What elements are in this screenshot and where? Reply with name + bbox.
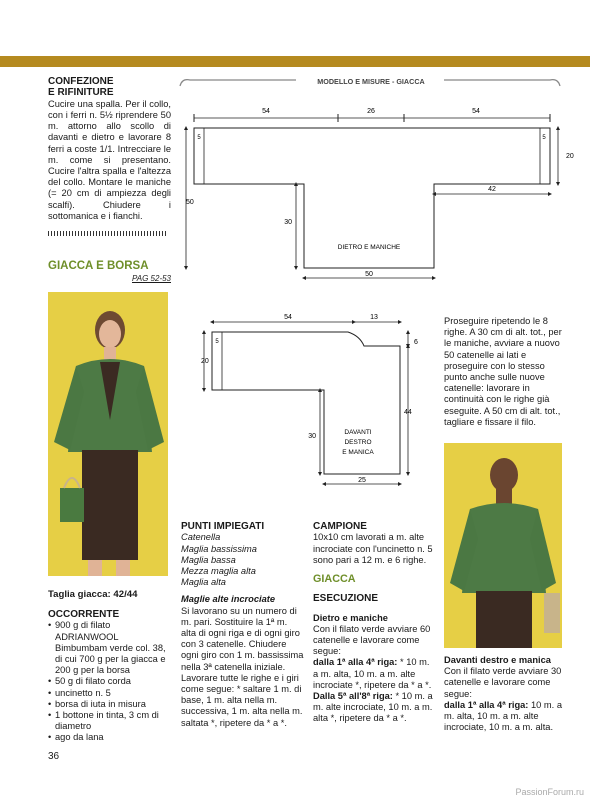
list-item: • uncinetto n. 5 — [48, 688, 172, 699]
piece-label: DESTRO — [344, 439, 372, 446]
dim-label: 42 — [488, 186, 496, 193]
punti-item: Maglia bassa — [181, 554, 236, 565]
diagram-davanti — [196, 308, 426, 498]
confezione-title: CONFEZIONE — [48, 76, 114, 87]
dim-label: 44 — [404, 409, 412, 416]
punti-body-1: Si lavorano su un numero di m. pari. Sostituire la 1ª m. alta di ogni riga e di ogni giro con 3 catenelle. Chiudere ogni giro con 1 m. bassissima nella 3ª catenella iniziale. — [181, 605, 304, 672]
model-back-photo — [444, 443, 562, 648]
campione-block — [313, 521, 437, 725]
watermark: PassionForum.ru — [515, 787, 584, 797]
dim-label: 30 — [308, 433, 316, 440]
punti-block — [181, 521, 304, 729]
punti-subtitle: Maglie alte incrociate — [181, 594, 276, 605]
dim-label: 54 — [284, 314, 292, 321]
dim-label: 30 — [284, 219, 292, 226]
punti-body-2: Lavorare tutte le righe e i giri come segue: * saltare 1 m. di base, 1 m. alta nella m. successiva, 1 m. alta nella m. saltata *, ripetere da * a *. — [181, 672, 303, 728]
campione-title: CAMPIONE — [313, 521, 367, 532]
model-back-image — [444, 443, 562, 648]
campione-body: 10x10 cm lavorati a m. alte incrociate con l'uncinetto n. 5 sono pari a 12 m. e 6 righe. — [313, 532, 433, 565]
diagram-dietro — [178, 96, 578, 296]
piece-label: E MANICA — [342, 449, 374, 456]
dim-label: 50 — [365, 271, 373, 278]
section-header — [48, 261, 171, 284]
dim-label: 6 — [414, 339, 418, 346]
dim-label: 54 — [472, 108, 480, 115]
punti-item: Mezza maglia alta — [181, 566, 256, 577]
piece-label: DIETRO E MANICHE — [337, 244, 401, 251]
list-item: • borsa di iuta in misura — [48, 699, 172, 710]
punti-item: Catenella — [181, 532, 221, 543]
dim-label: 50 — [186, 199, 194, 206]
punti-title: PUNTI IMPIEGATI — [181, 521, 265, 532]
list-item: • 900 g di filato ADRIANWOOL Bimbumbam verde col. 38, di cui 700 g per la giacca e 200 g per la borsa — [48, 620, 172, 676]
occorrente-title: OCCORRENTE — [48, 609, 120, 620]
punti-item: Maglia alta — [181, 577, 226, 588]
diagram-title: MODELLO E MISURE - GIACCA — [317, 77, 425, 86]
dim-label: 5 — [542, 135, 546, 141]
taglia: Taglia giacca: 42/44 — [48, 589, 138, 600]
page-ref: PAG 52-53 — [132, 274, 171, 284]
top-gold-bar — [0, 56, 590, 67]
davanti-title: Davanti destro e manica — [444, 655, 551, 665]
dim-label: 5 — [197, 135, 201, 141]
punti-item: Maglia bassissima — [181, 543, 257, 554]
section-divider-dots — [48, 231, 166, 236]
piece-label: DAVANTI — [344, 429, 372, 436]
proseguire-text: Proseguire ripetendo le 8 righe. A 30 cm di alt. tot., per le maniche, avviare a nuovo 50 catenelle ai lati e proseguire con lo stesso punto anche sulle nuove catenelle: lavorare in continuità con le righe già eseguite. A 50 cm di alt. tot., tagliare e fissare il filo. — [444, 316, 562, 427]
dim-label: 54 — [262, 108, 270, 115]
model-front-photo — [48, 292, 168, 576]
list-item: • 50 g di filato corda — [48, 676, 172, 687]
davanti-riga: dalla 1ª alla 4ª riga: 10 m. a m. alta, 10 m. a m. alte incrociate, 10 m. a m. alta. — [444, 699, 562, 733]
dietro-riga-2: Dalla 5ª all'8ª riga: * 10 m. a m. alte incrociate, 10 m. a m. alta *, ripetere da * a *. — [313, 691, 433, 724]
dim-label: 26 — [367, 108, 375, 115]
list-item: • 1 bottone in tinta, 3 cm di diametro — [48, 710, 172, 732]
occorrente-block — [48, 609, 172, 744]
confezione-title-2: E RIFINITURE — [48, 87, 114, 99]
confezione-block — [48, 76, 171, 222]
dietro-title: Dietro e maniche — [313, 612, 388, 623]
confezione-body: Cucire una spalla. Per il collo, con i ferri n. 5½ riprendere 50 m. attorno allo scollo di davanti e dietro e lavorare 8 ferri a coste 1/1. Intrecciare le m. come si presentano. Cucire l'altra spalla e l'altezza del collo. Montare le maniche (= 20 cm di ampiezza degli scalfi). Chiudere i sottomanica e i fianchi. — [48, 98, 171, 221]
occorrente-list — [48, 620, 172, 743]
dim-label: 13 — [370, 314, 378, 321]
list-item: • ago da lana — [48, 732, 172, 743]
dim-label: 5 — [215, 339, 219, 345]
page-number: 36 — [48, 751, 60, 762]
davanti-block — [444, 655, 562, 733]
dietro-body: Con il filato verde avviare 60 catenelle e lavorare come segue: — [313, 623, 431, 657]
dim-label: 20 — [201, 358, 209, 365]
dim-label: 20 — [566, 153, 574, 160]
dietro-riga-1: dalla 1ª alla 4ª riga: * 10 m. a m. alta, 10 m. a m. alte incrociate *, ripetere da * a *. — [313, 657, 432, 690]
section-title: GIACCA E BORSA — [48, 260, 149, 272]
model-front-image — [48, 292, 168, 576]
dim-label: 25 — [358, 477, 366, 484]
davanti-body: Con il filato verde avviare 30 catenelle e lavorare come segue: — [444, 666, 562, 699]
giacca-title: GIACCA — [313, 573, 356, 586]
esecuzione-title: ESECUZIONE — [313, 593, 379, 605]
